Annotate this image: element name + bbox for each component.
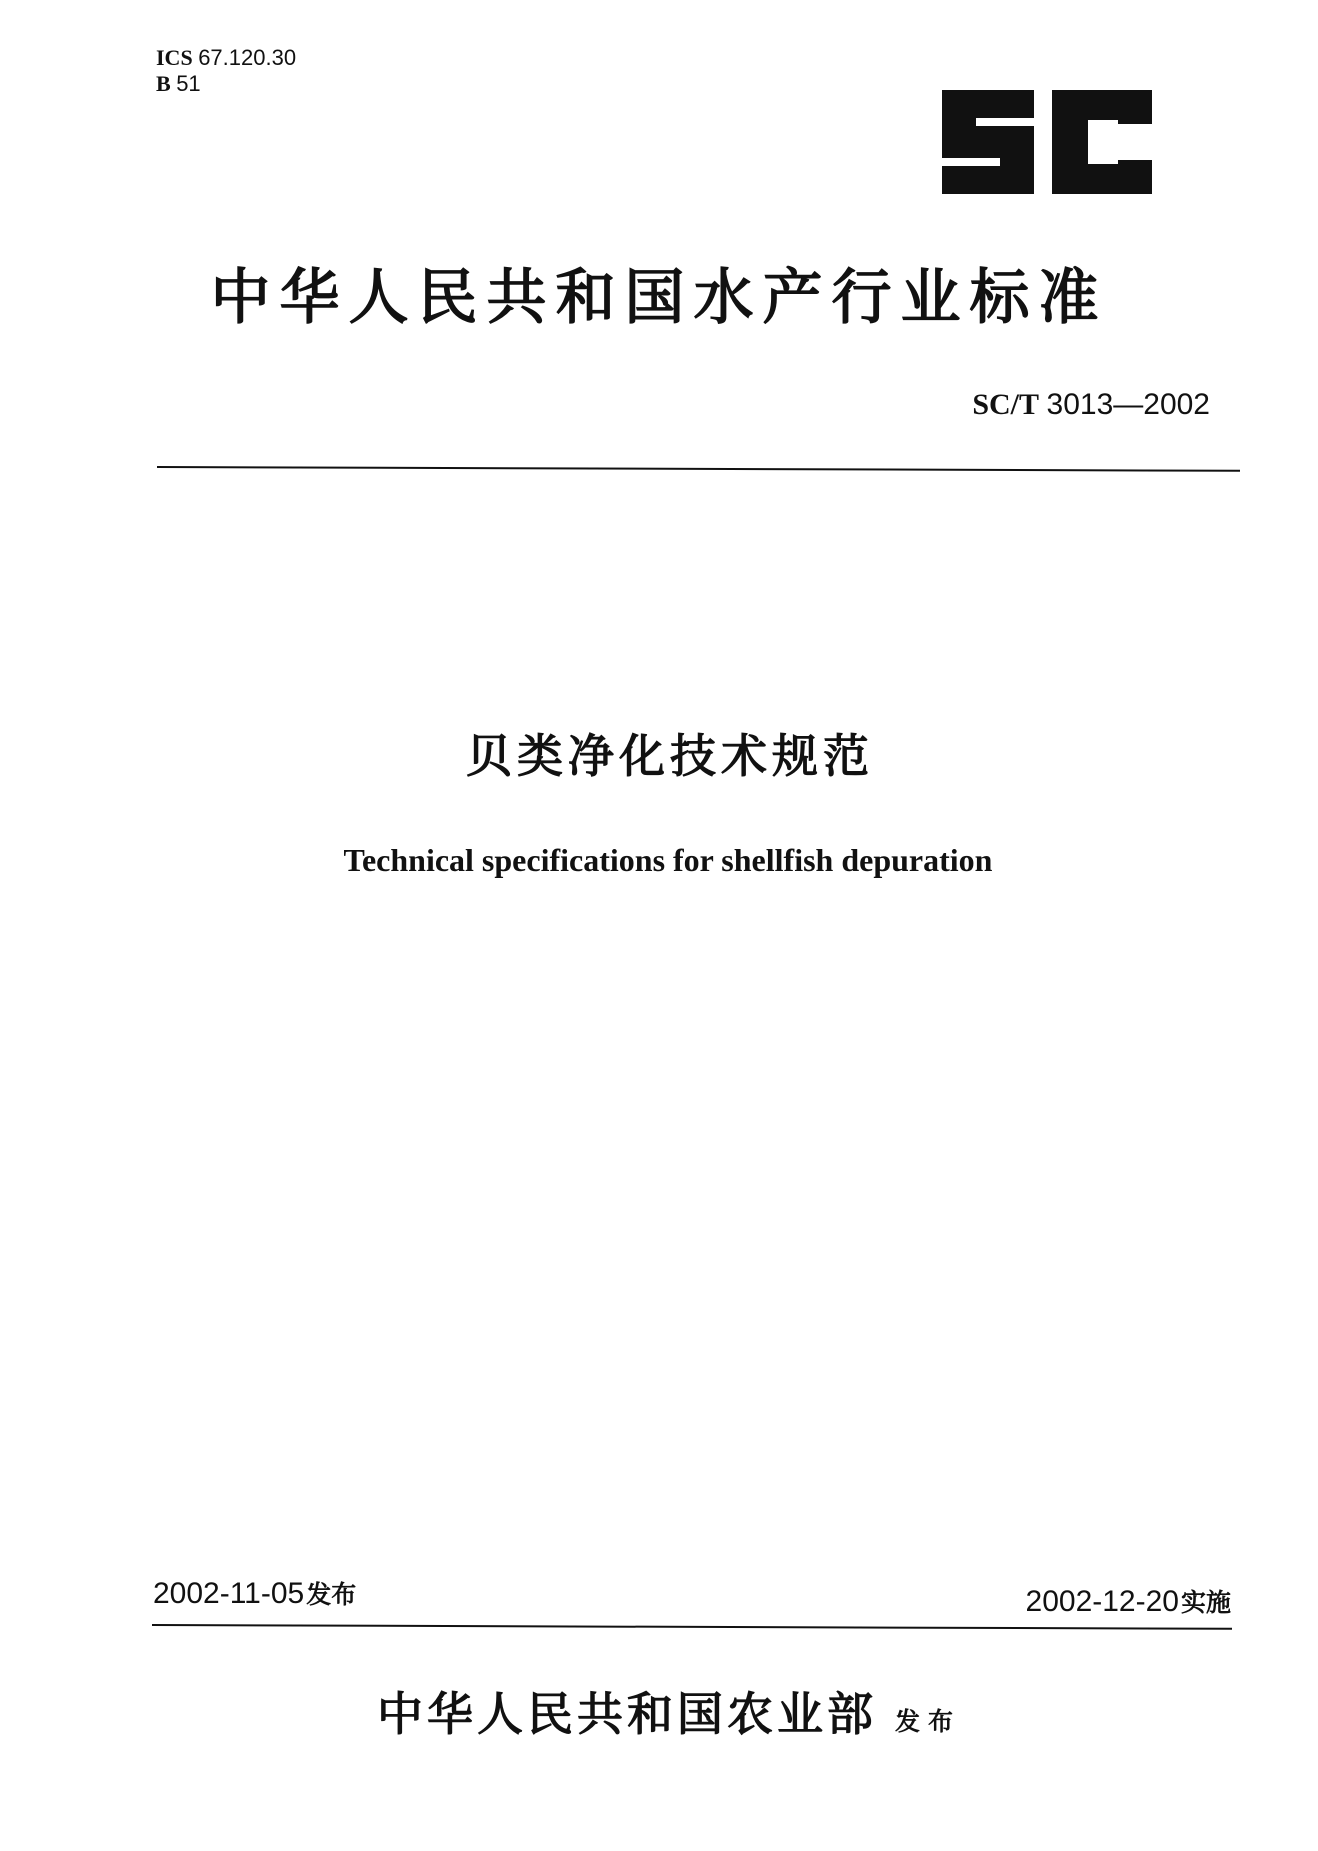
ccs-code-line — [156, 71, 296, 97]
implementation-date — [1026, 1584, 1231, 1621]
standard-number-prefix: SC/T — [972, 388, 1040, 421]
standard-number — [972, 387, 1210, 423]
ccs-code: 51 — [176, 71, 201, 96]
footer-divider — [152, 1624, 1232, 1630]
issue-date-label: 发布 — [306, 1580, 357, 1609]
standard-number-value: 3013—2002 — [1046, 388, 1210, 421]
document-title-chinese: 贝类净化技术规范 — [466, 729, 874, 783]
ics-code-line — [156, 45, 296, 71]
header-divider — [157, 466, 1240, 472]
sc-logo-letter-c — [1052, 90, 1152, 194]
ics-code: 67.120.30 — [198, 45, 297, 70]
issuing-authority — [0, 1684, 1318, 1744]
document-title-english: Technical specifications for shellfish depuration — [343, 842, 993, 878]
implementation-date-label: 实施 — [1180, 1588, 1231, 1617]
ccs-label: B — [156, 71, 171, 96]
sc-logo-letter-s — [942, 90, 1034, 194]
issue-date — [153, 1576, 356, 1613]
ics-label: ICS — [156, 45, 193, 70]
standard-title: 中华人民共和国水产行业标准 — [210, 263, 1108, 333]
issuer-action: 发布 — [894, 1707, 961, 1736]
issue-date-value: 2002-11-05 — [153, 1577, 305, 1610]
issuer-organization: 中华人民共和国农业部 — [376, 1687, 877, 1741]
sc-logo — [942, 90, 1152, 194]
classification-codes — [156, 45, 296, 97]
implementation-date-value: 2002-12-20 — [1025, 1585, 1179, 1618]
